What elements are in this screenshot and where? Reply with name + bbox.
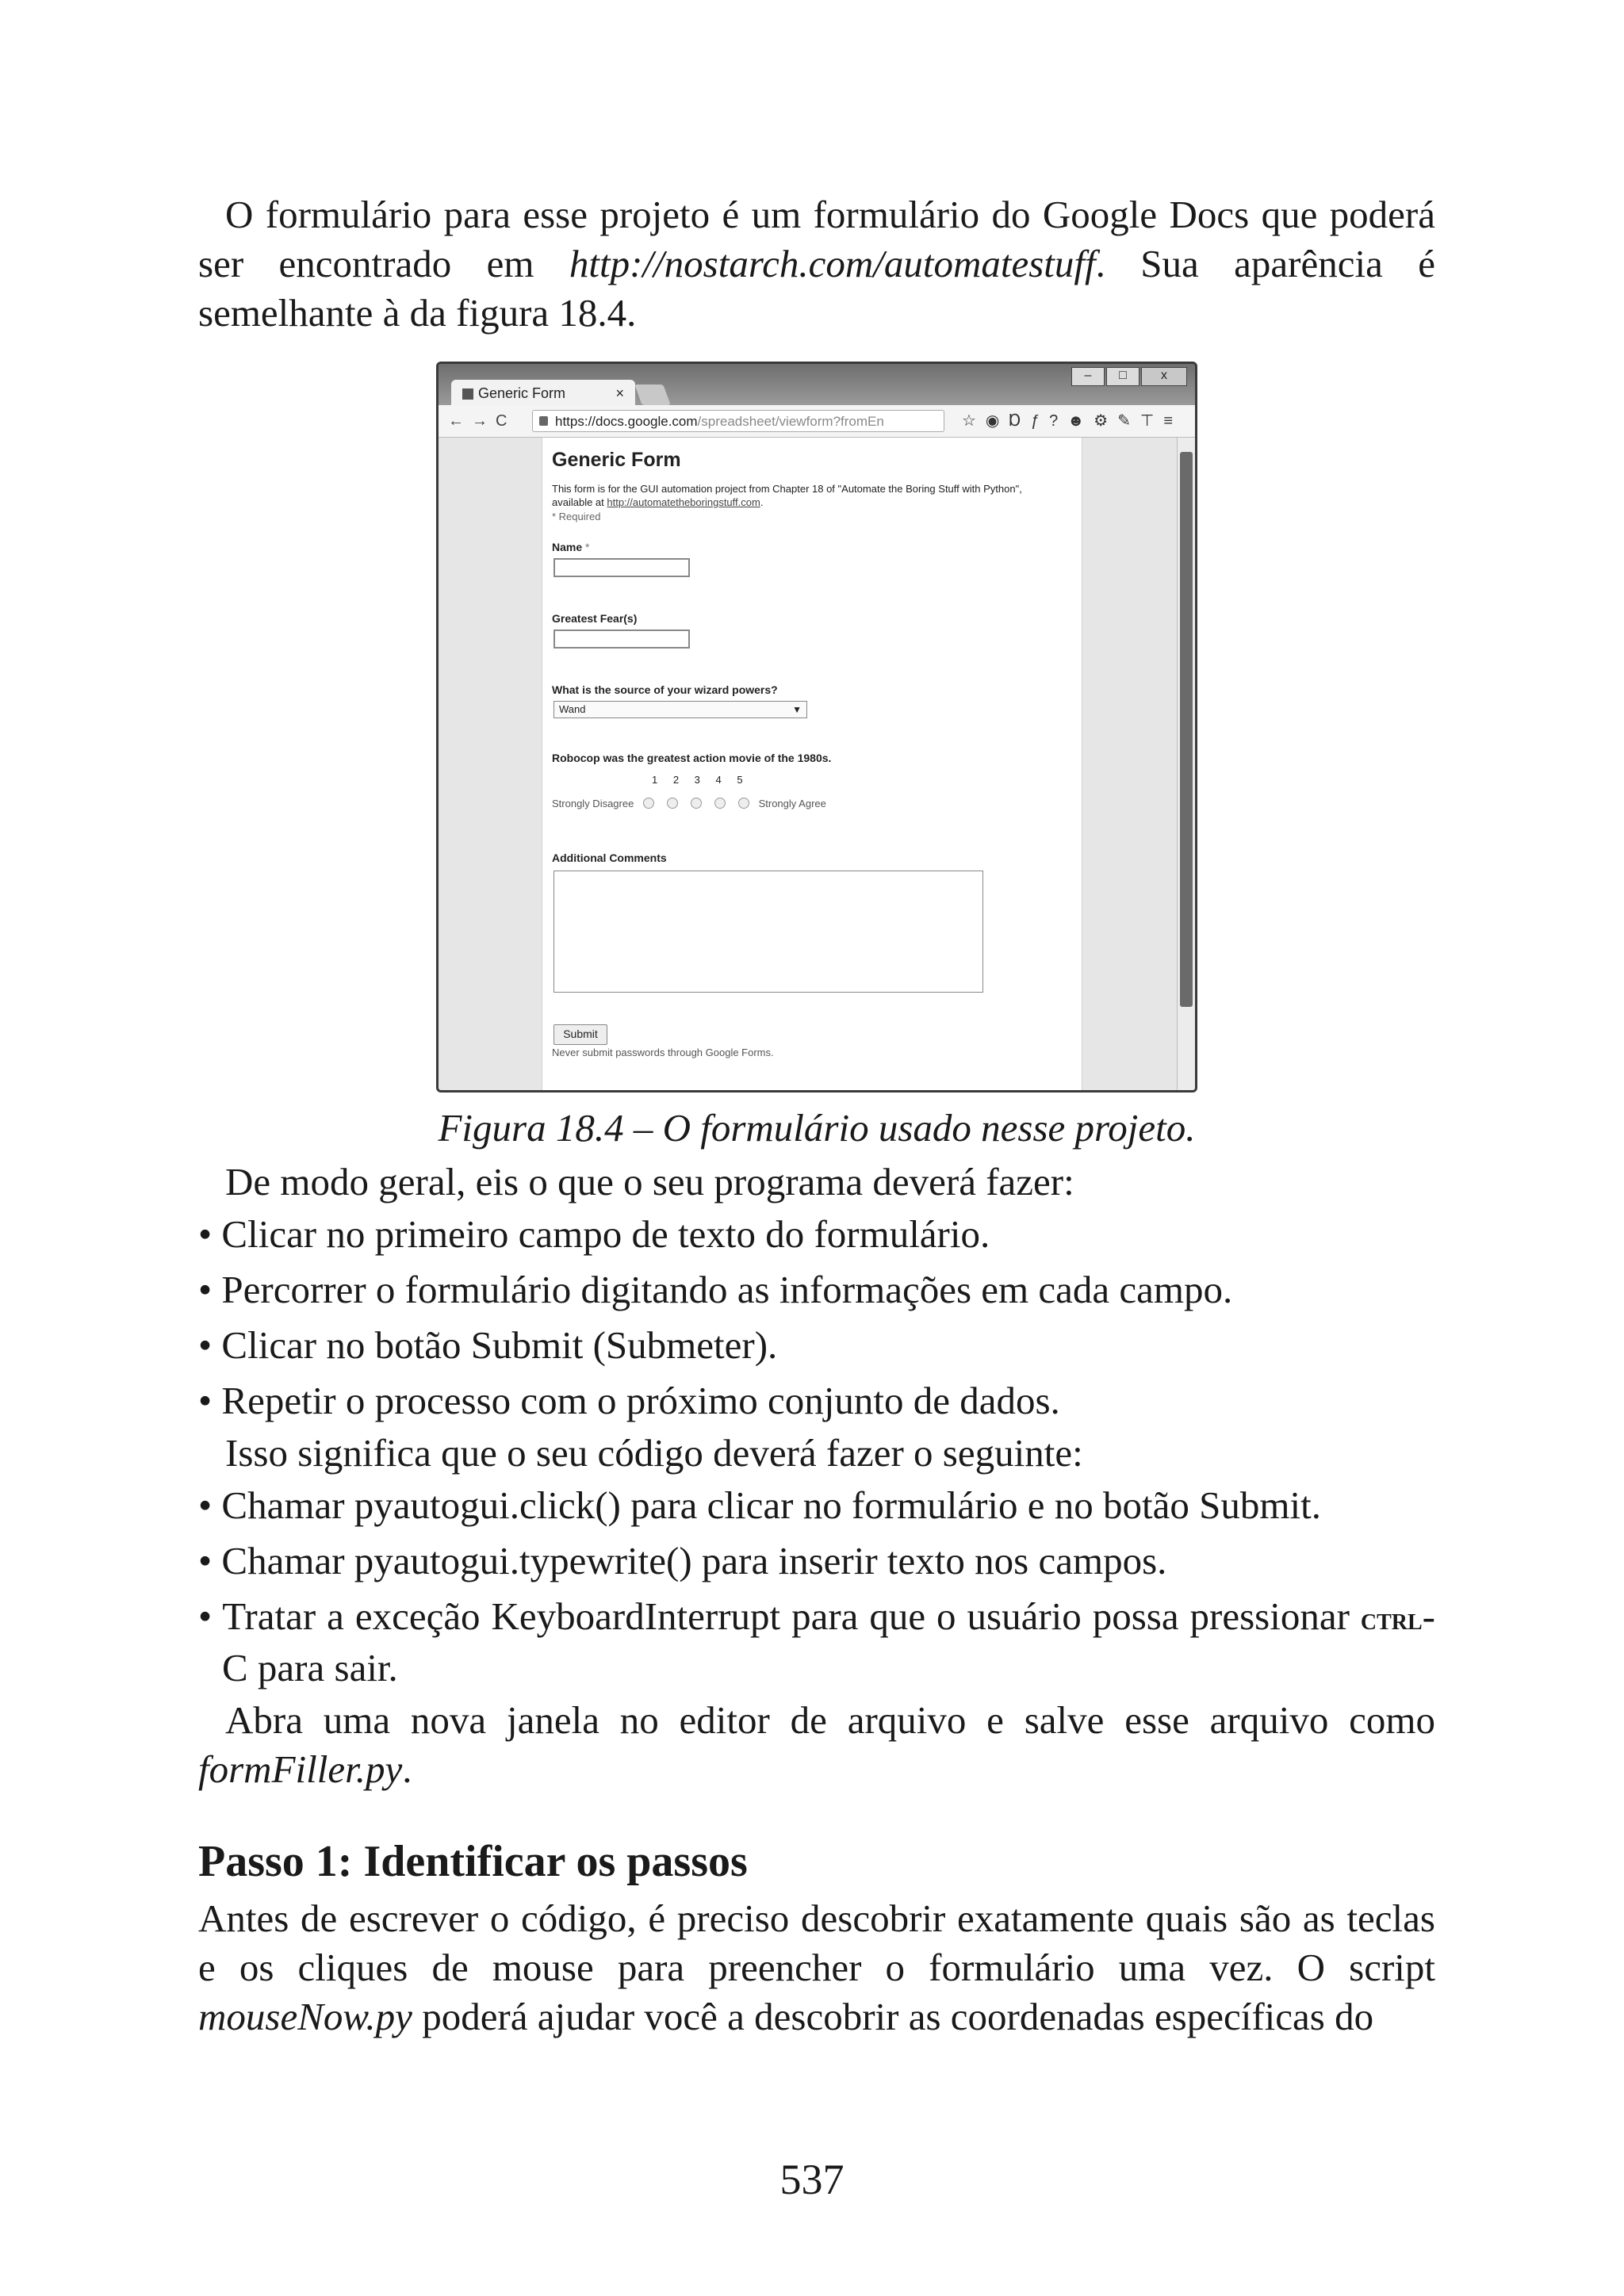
para5-end: poderá ajudar você a descobrir as coordenadas específicas do [412, 1995, 1374, 2038]
robocop-label: Robocop was the greatest action movie of the 1980s. [552, 752, 832, 764]
address-bar[interactable] [532, 410, 944, 432]
browser-window [436, 362, 1197, 1093]
window-controls [1070, 367, 1187, 386]
url-host: https://docs.google.com [555, 414, 698, 429]
comments-textarea[interactable] [553, 871, 983, 993]
intro-paragraph [198, 190, 1435, 338]
submit-button[interactable]: Submit [553, 1024, 607, 1045]
url-path: /spreadsheet/viewform?fromEn [697, 414, 884, 429]
sheets-favicon-icon [462, 388, 473, 400]
figure-caption: Figura 18.4 – O formulário usado nesse projeto. [438, 1106, 1196, 1150]
source-select[interactable] [553, 701, 807, 718]
radio-2[interactable] [667, 798, 678, 809]
scale-numbers: 1 2 3 4 5 [652, 774, 743, 786]
form-desc-link[interactable]: http://automatetheboringstuff.com [607, 496, 760, 508]
page-number: 537 [779, 2156, 845, 2203]
scrollbar[interactable] [1177, 438, 1195, 1090]
para5-text: Antes de escrever o código, é preciso descobrir exatamente quais são as teclas e os cliques de mouse para preencher o formulário uma vez. O script [198, 1896, 1435, 1989]
tab-title: Generic Form [478, 385, 566, 401]
bullet3-text: • Tratar a exceção KeyboardInterrupt para que o usuário possa pressionar [198, 1594, 1361, 1638]
list-item: • Chamar pyautogui.click() para clicar no formulário e no botão Submit. [198, 1483, 1321, 1527]
name-input[interactable] [553, 558, 690, 577]
file-name: formFiller.py [198, 1747, 403, 1791]
list-item: • Chamar pyautogui.typewrite() para inserir texto nos campos. [198, 1539, 1167, 1582]
page-viewport [439, 438, 1195, 1090]
script-name: mouseNow.py [198, 1995, 412, 2038]
bullet3-text-end: -C para sair. [222, 1594, 1435, 1689]
tab-close-icon[interactable]: × [615, 385, 624, 401]
browser-toolbar [439, 405, 1195, 438]
radio-4[interactable] [714, 798, 726, 809]
form-desc-end: . [760, 496, 764, 508]
name-label [552, 541, 589, 553]
required-star: * [585, 541, 590, 553]
name-label-text: Name [552, 541, 583, 553]
rating-scale [552, 798, 826, 809]
dropdown-arrow-icon: ▼ [792, 704, 802, 715]
scroll-thumb[interactable] [1180, 452, 1193, 1007]
required-note: * Required [552, 511, 601, 522]
source-label: What is the source of your wizard powers? [552, 683, 778, 696]
radio-3[interactable] [691, 798, 702, 809]
scale-low-label: Strongly Disagree [552, 798, 634, 809]
para4-end: . [402, 1747, 412, 1791]
comments-label: Additional Comments [552, 851, 667, 864]
intro-text: O formulário para esse projeto é um formulário do Google Docs que poderá ser encontrado em [198, 193, 1435, 285]
submit-note: Never submit passwords through Google Forms. [552, 1047, 774, 1058]
bullet-list-code [198, 1478, 1435, 1693]
lock-icon [539, 416, 548, 426]
bullet-list-steps [198, 1207, 1435, 1429]
google-form [542, 438, 1082, 1090]
new-tab-button[interactable] [634, 385, 670, 405]
radio-5[interactable] [738, 798, 749, 809]
fear-label: Greatest Fear(s) [552, 612, 638, 625]
title-bar [439, 364, 1195, 405]
paragraph-open-file [198, 1696, 1435, 1794]
form-desc-text: This form is for the GUI automation project from Chapter 18 of "Automate the Boring Stuff with Python", available at [552, 483, 1022, 508]
intro-text-end: . Sua aparência é semelhante à da figura 18.4. [198, 242, 1435, 335]
ctrl-key: ctrl [1360, 1601, 1423, 1636]
paragraph-code: Isso significa que o seu código deverá fazer o seguinte: [225, 1431, 1083, 1475]
figure-screenshot [436, 362, 1197, 1093]
list-item [198, 1592, 1435, 1693]
scale-high-label: Strongly Agree [758, 798, 826, 809]
nav-buttons[interactable]: ←→C [448, 412, 515, 430]
fear-input[interactable] [553, 629, 690, 649]
browser-tab[interactable] [451, 380, 635, 407]
form-title: Generic Form [552, 449, 681, 471]
paragraph-step1 [198, 1894, 1435, 2042]
paragraph-overview: De modo geral, eis o que o seu programa deverá fazer: [225, 1160, 1074, 1203]
form-description [552, 482, 1059, 509]
page-body [198, 190, 1435, 2042]
source-value: Wand [559, 703, 586, 715]
maximize-button[interactable]: □ [1106, 367, 1139, 386]
list-item: • Repetir o processo com o próximo conjunto de dados. [198, 1379, 1060, 1422]
section-heading: Passo 1: Identificar os passos [198, 1837, 748, 1886]
list-item: • Clicar no primeiro campo de texto do formulário. [198, 1212, 990, 1256]
radio-1[interactable] [643, 798, 654, 809]
extension-icons[interactable]: ☆◉Ɒƒ?☻⚙✎⊤≡ [962, 412, 1183, 430]
close-button[interactable]: x [1141, 367, 1187, 386]
list-item: • Clicar no botão Submit (Submeter). [198, 1323, 778, 1367]
list-item: • Percorrer o formulário digitando as informações em cada campo. [198, 1268, 1233, 1311]
para4-text: Abra uma nova janela no editor de arquivo e salve esse arquivo como [225, 1698, 1435, 1742]
intro-url: http://nostarch.com/automatestuff [569, 242, 1096, 285]
minimize-button[interactable]: – [1071, 367, 1105, 386]
